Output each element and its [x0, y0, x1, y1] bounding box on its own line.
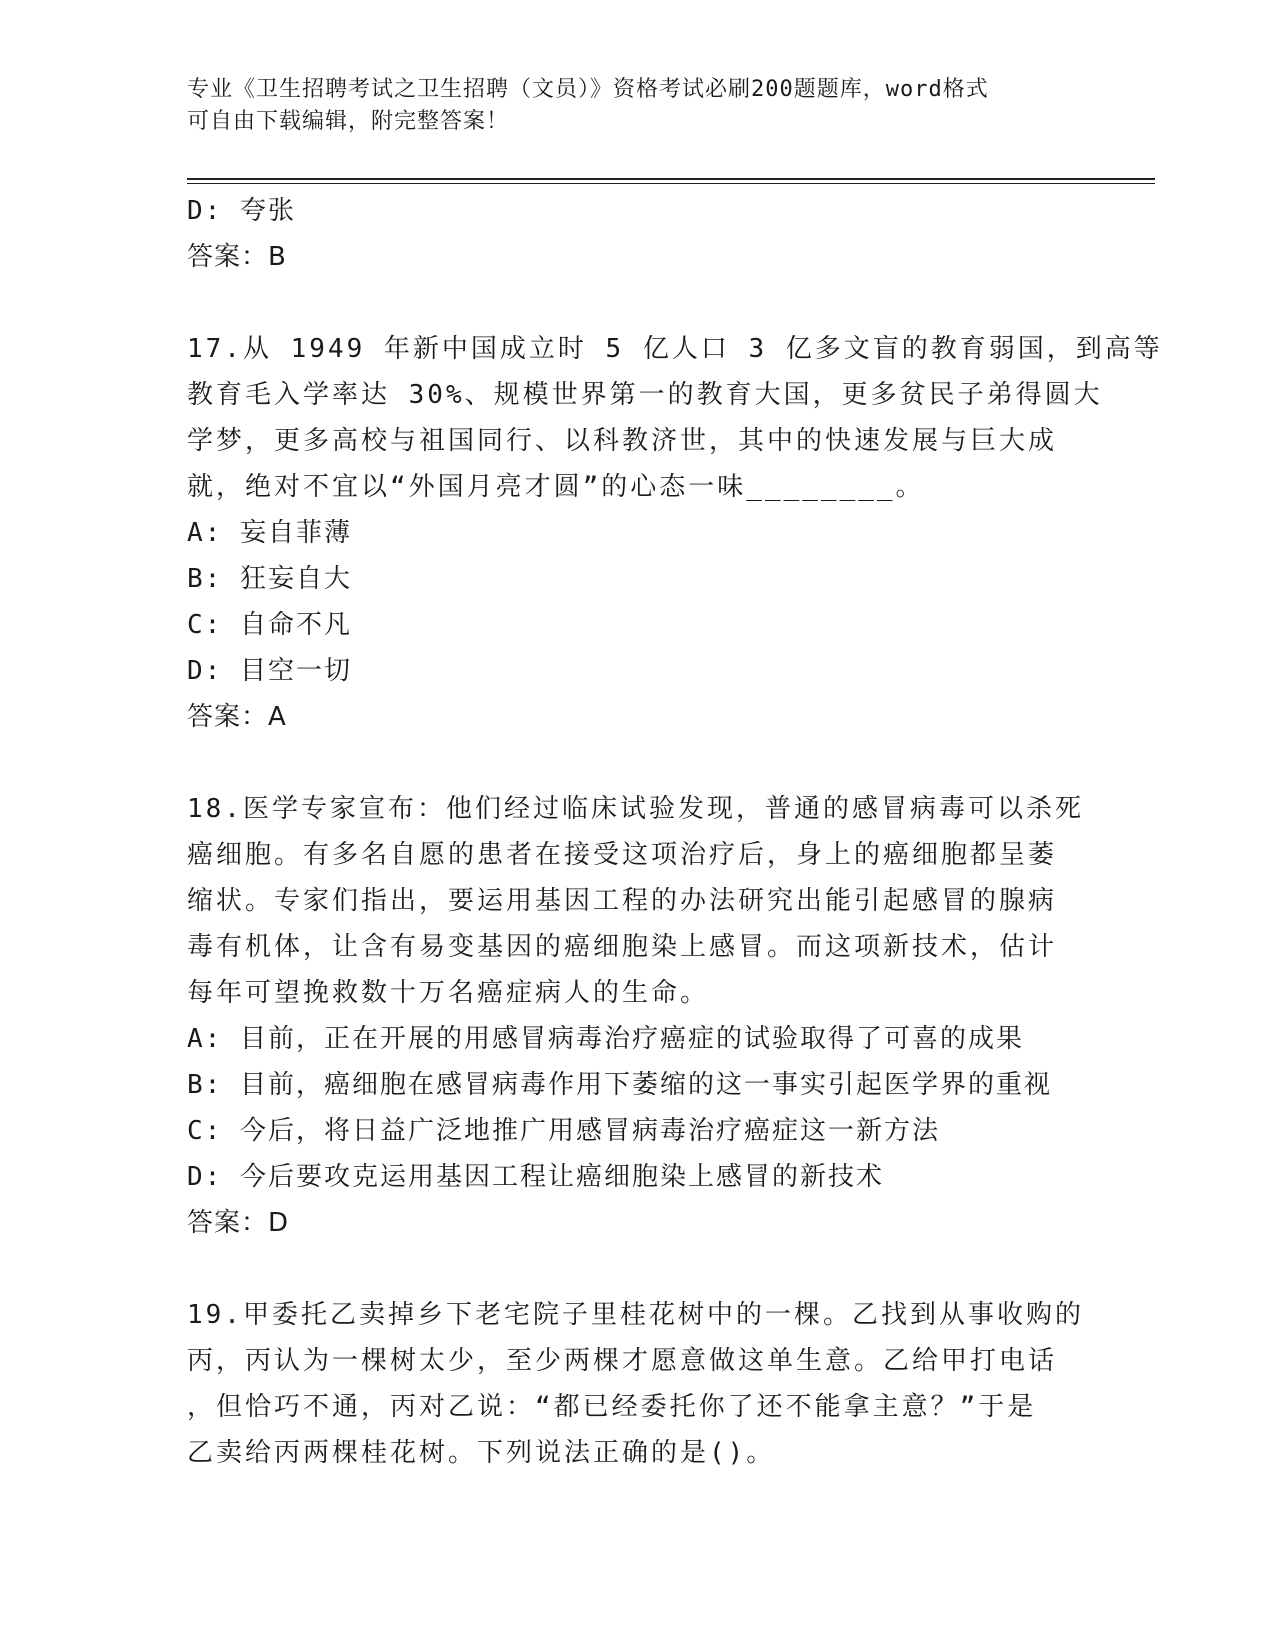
answer-line: 答案：B — [187, 242, 287, 272]
question-text-line: 丙，丙认为一棵树太少，至少两棵才愿意做这单生意。乙给甲打电话 — [187, 1346, 1058, 1376]
question-19 — [187, 1292, 1087, 1476]
question-text-line: 乙卖给丙两棵桂花树。下列说法正确的是()。 — [187, 1438, 776, 1468]
header-line-1: 专业《卫生招聘考试之卫生招聘（文员）》资格考试必刷200题题库，word格式 — [187, 77, 989, 102]
option-c: C: 自命不凡 — [187, 610, 352, 640]
option-d: D: 今后要攻克运用基因工程让癌细胞染上感冒的新技术 — [187, 1162, 884, 1192]
question-17 — [187, 326, 1163, 510]
header-divider-thick — [187, 178, 1155, 180]
question-text-line: 毒有机体，让含有易变基因的癌细胞染上感冒。而这项新技术，估计 — [187, 932, 1058, 962]
option-c: C: 今后，将日益广泛地推广用感冒病毒治疗癌症这一新方法 — [187, 1116, 940, 1146]
answer-line: 答案：D — [187, 1208, 290, 1238]
option-b: B: 狂妄自大 — [187, 564, 352, 594]
question-text-line: 19.甲委托乙卖掉乡下老宅院子里桂花树中的一棵。乙找到从事收购的 — [187, 1300, 1084, 1330]
option-b: B: 目前，癌细胞在感冒病毒作用下萎缩的这一事实引起医学界的重视 — [187, 1070, 1052, 1100]
spacer — [187, 280, 1087, 326]
header-divider-thin — [187, 183, 1155, 184]
question-18 — [187, 786, 1087, 1016]
question-text-line: 学梦，更多高校与祖国同行、以科教济世，其中的快速发展与巨大成 — [187, 426, 1058, 456]
question-text-line: 17.从 1949 年新中国成立时 5 亿人口 3 亿多文盲的教育弱国，到高等 — [187, 334, 1163, 364]
question-text-line: 18.医学专家宣布：他们经过临床试验发现，普通的感冒病毒可以杀死 — [187, 794, 1084, 824]
option-d: D: 目空一切 — [187, 656, 352, 686]
document-header — [187, 74, 1087, 138]
spacer — [187, 1246, 1087, 1292]
question-text-line: 缩状。专家们指出，要运用基因工程的办法研究出能引起感冒的腺病 — [187, 886, 1058, 916]
option-a: A: 目前，正在开展的用感冒病毒治疗癌症的试验取得了可喜的成果 — [187, 1024, 1024, 1054]
question-text-line: 癌细胞。有多名自愿的患者在接受这项治疗后，身上的癌细胞都呈萎 — [187, 840, 1058, 870]
question-text-line: 教育毛入学率达 30%、规模世界第一的教育大国，更多贫民子弟得圆大 — [187, 380, 1103, 410]
question-text-line: ，但恰巧不通，丙对乙说：“都已经委托你了还不能拿主意？”于是 — [187, 1392, 1037, 1422]
question-list — [187, 188, 1163, 1476]
spacer — [187, 740, 1087, 786]
option-d: D: 夸张 — [187, 196, 296, 226]
answer-line: 答案：A — [187, 702, 287, 732]
question-text-line: 每年可望挽救数十万名癌症病人的生命。 — [187, 978, 710, 1008]
option-a: A: 妄自菲薄 — [187, 518, 352, 548]
header-line-2: 可自由下载编辑，附完整答案！ — [187, 109, 510, 134]
question-text-line: 就，绝对不宜以“外国月亮才圆”的心态一味________。 — [187, 472, 925, 502]
